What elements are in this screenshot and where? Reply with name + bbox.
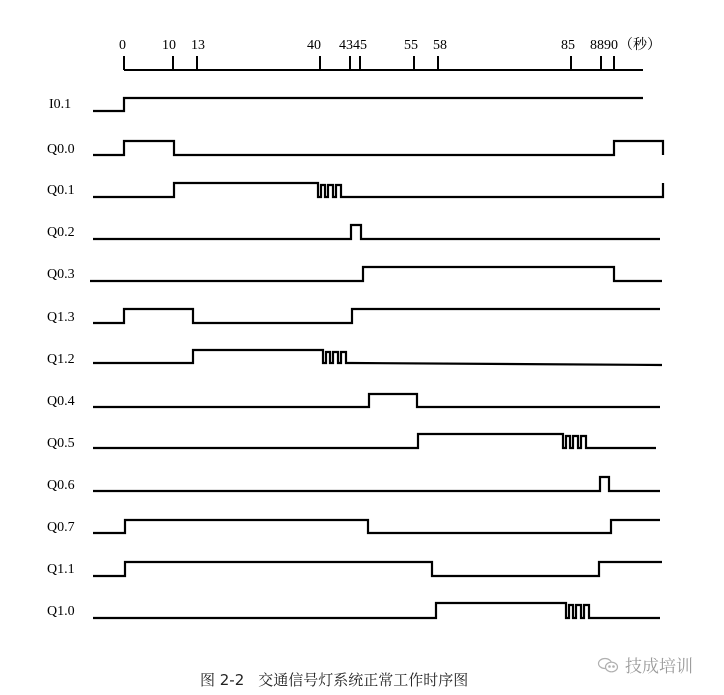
label-q0-5: Q0.5 bbox=[47, 436, 75, 451]
watermark-text: 技成培训 bbox=[625, 657, 693, 677]
label-q1-3: Q1.3 bbox=[47, 310, 75, 325]
tick-58: 58 bbox=[433, 38, 447, 53]
watermark bbox=[597, 652, 693, 677]
wave-i0-1 bbox=[93, 98, 643, 111]
label-q0-4: Q0.4 bbox=[47, 394, 75, 409]
label-q0-2: Q0.2 bbox=[47, 225, 75, 240]
figure-caption bbox=[200, 669, 468, 690]
label-q0-6: Q0.6 bbox=[47, 478, 75, 493]
tick-88: 88 bbox=[590, 38, 604, 53]
tick-85: 85 bbox=[561, 38, 575, 53]
wechat-icon bbox=[597, 657, 619, 673]
wave-q1-3 bbox=[93, 309, 660, 323]
wave-q0-6 bbox=[93, 477, 660, 491]
wave-q1-2 bbox=[93, 350, 662, 365]
tick-40: 40 bbox=[307, 38, 321, 53]
wave-q0-4 bbox=[93, 394, 660, 407]
wave-q0-7 bbox=[93, 520, 660, 533]
wave-q1-1 bbox=[93, 562, 662, 576]
figure-title: 交通信号灯系统正常工作时序图 bbox=[258, 671, 469, 689]
time-axis bbox=[124, 56, 643, 70]
label-q0-3: Q0.3 bbox=[47, 267, 75, 282]
tick-10: 10 bbox=[162, 38, 176, 53]
figure-number: 图 2-2 bbox=[200, 671, 245, 689]
wave-q0-3 bbox=[90, 267, 662, 281]
wave-q0-0 bbox=[93, 141, 663, 155]
label-q0-1: Q0.1 bbox=[47, 183, 75, 198]
label-q1-0: Q1.0 bbox=[47, 604, 75, 619]
label-q1-2: Q1.2 bbox=[47, 352, 75, 367]
tick-0: 0 bbox=[119, 38, 126, 53]
wave-q1-0 bbox=[93, 603, 660, 618]
waveforms bbox=[90, 98, 663, 618]
wave-q0-1 bbox=[93, 183, 663, 197]
tick-90: 90 bbox=[604, 38, 618, 53]
wave-q0-2 bbox=[93, 225, 660, 239]
axis-unit: （秒） bbox=[619, 38, 661, 53]
tick-43: 43 bbox=[339, 38, 353, 53]
tick-labels bbox=[119, 36, 661, 53]
label-q1-1: Q1.1 bbox=[47, 562, 75, 577]
label-i0-1: I0.1 bbox=[49, 97, 72, 112]
tick-55: 55 bbox=[404, 38, 418, 53]
tick-45: 45 bbox=[353, 38, 367, 53]
label-q0-7: Q0.7 bbox=[47, 520, 75, 535]
signal-labels bbox=[47, 97, 75, 619]
label-q0-0: Q0.0 bbox=[47, 142, 75, 157]
wave-q0-5 bbox=[93, 434, 656, 448]
tick-13: 13 bbox=[191, 38, 205, 53]
